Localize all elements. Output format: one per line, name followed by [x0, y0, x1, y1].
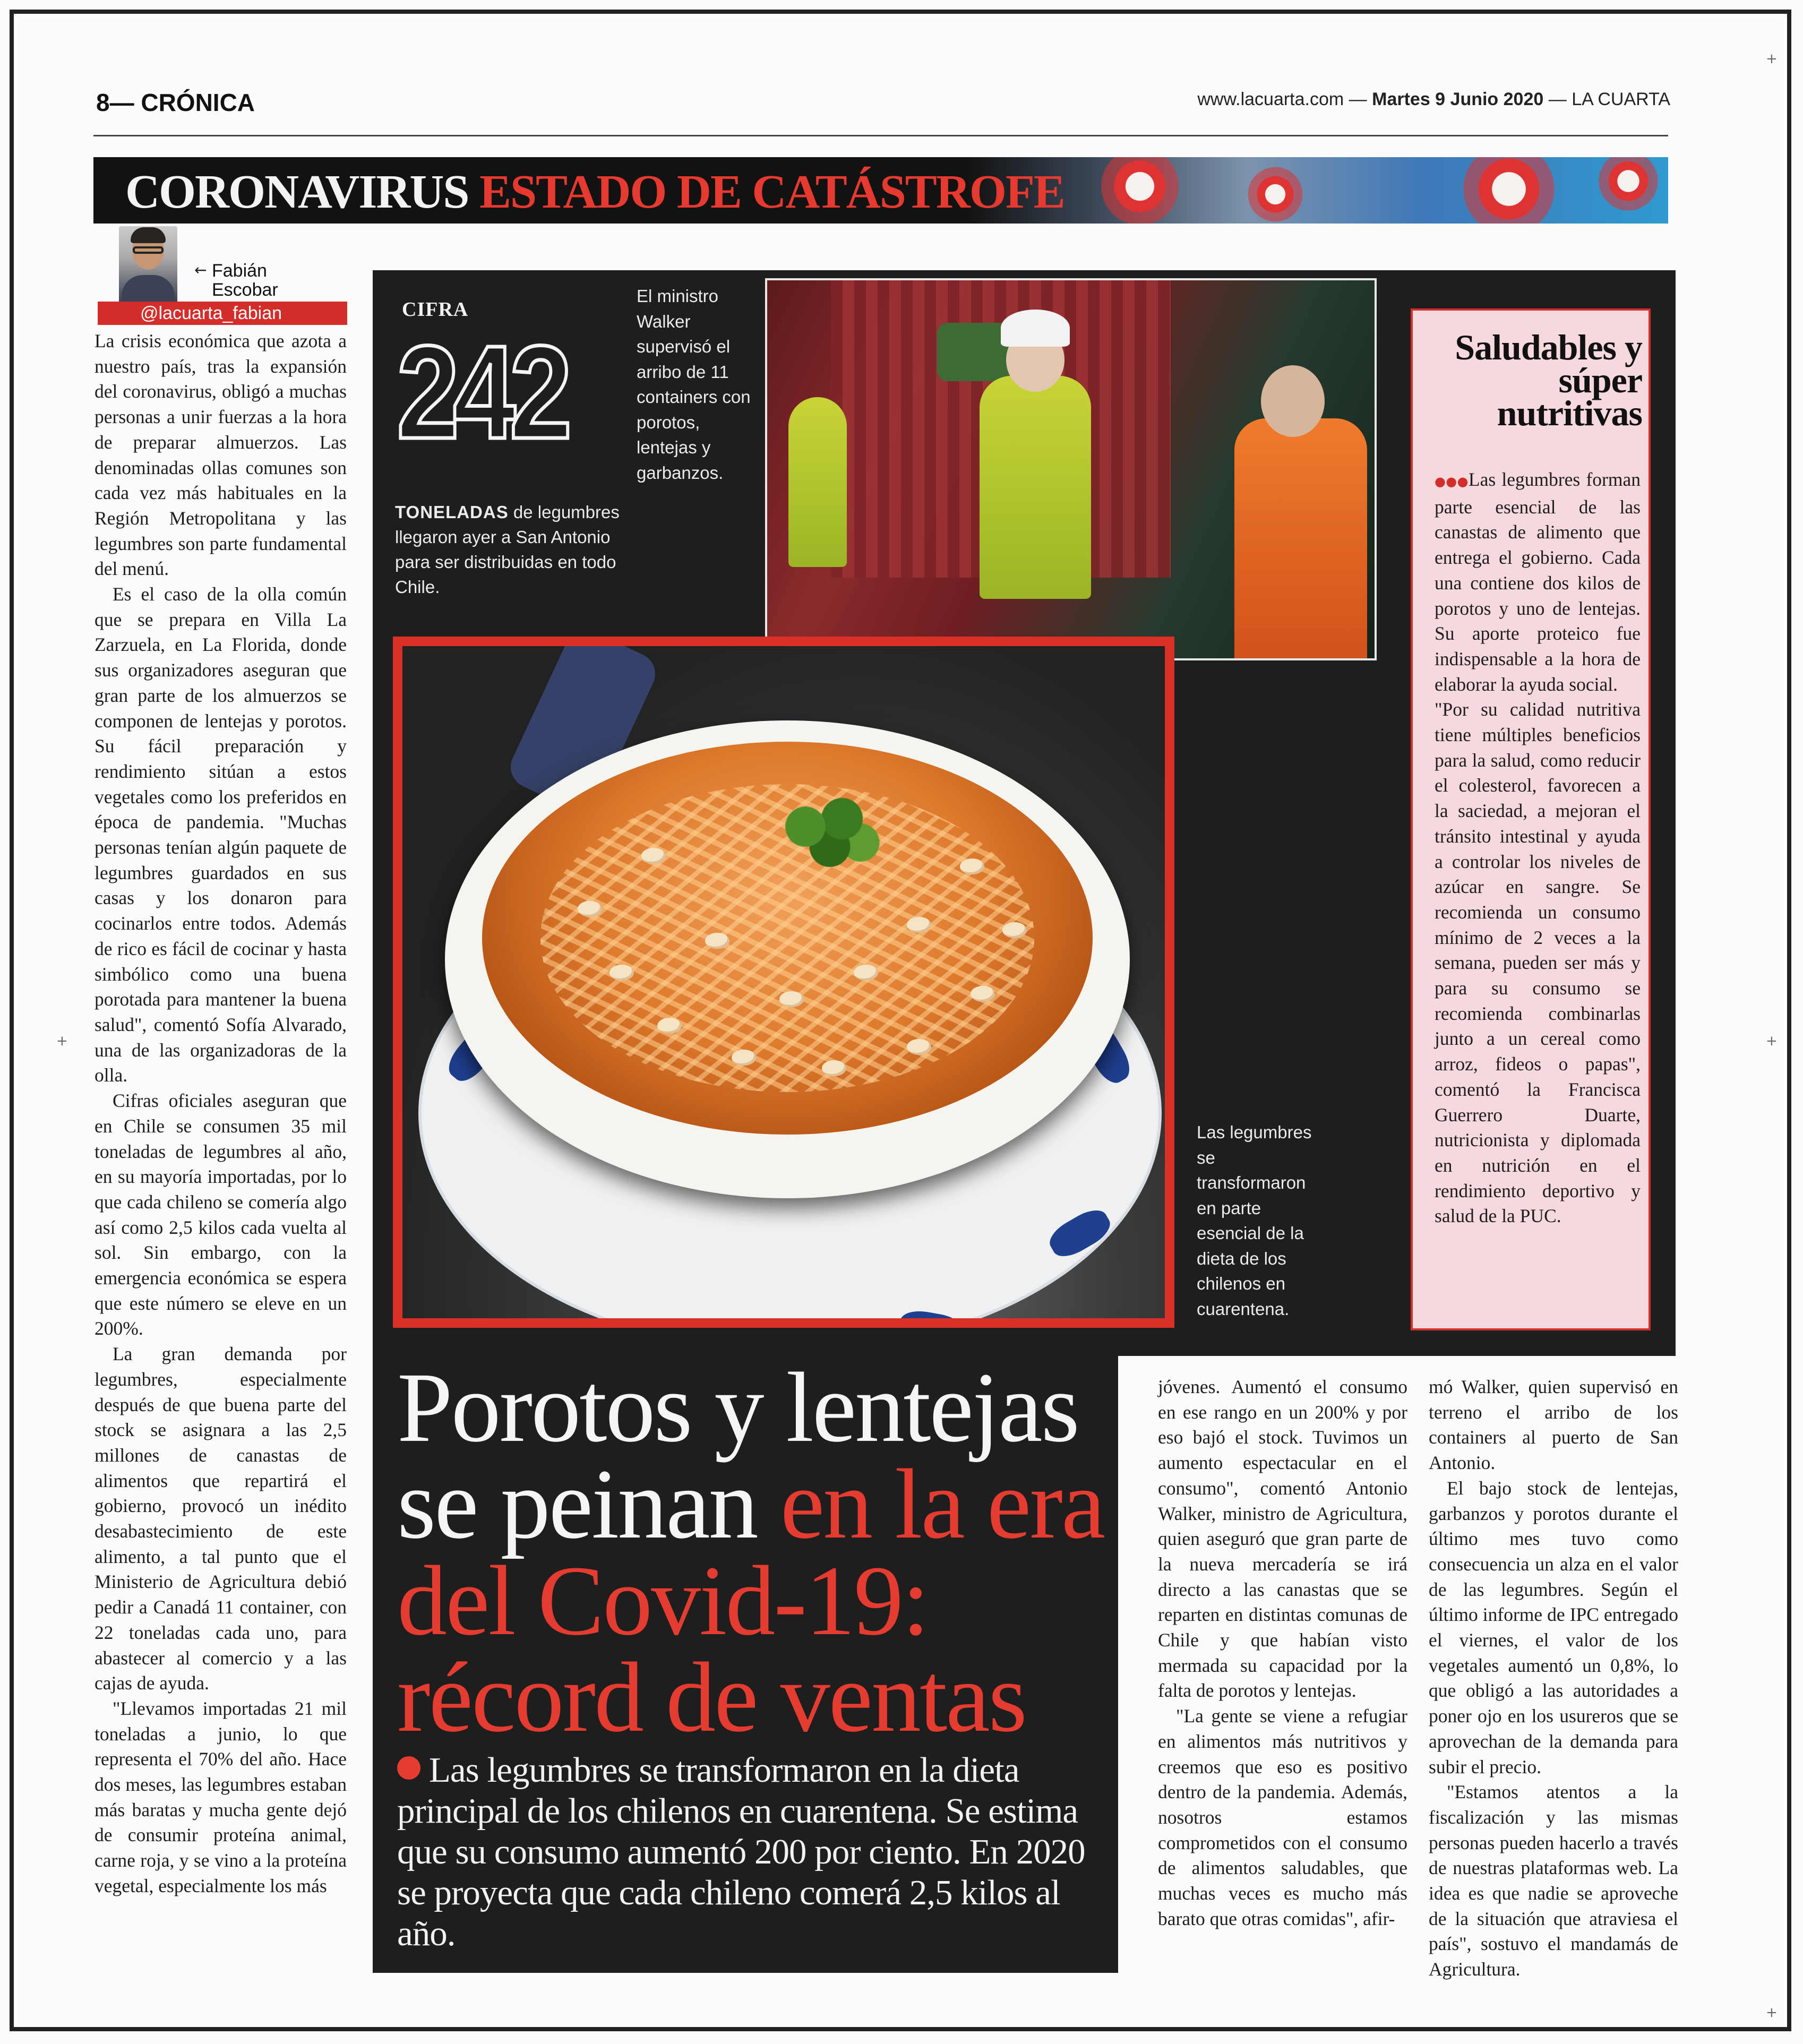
banner-virus-image — [967, 157, 1668, 224]
crop-mark: + — [1766, 1033, 1778, 1049]
body-paragraph: "Estamos atentos a la fiscalización y las mismas personas pueden hacerlo a través de nuestras plataformas web. La idea es que nadie se aproveche de la situación que atraviesa el país", sostuvo el mandamás de Agricultura. — [1429, 1781, 1678, 1980]
cifra-unit: TONELADAS — [395, 502, 509, 522]
main-photo-caption: Las legumbres se transformaron en parte esencial de la dieta de los chilenos en cuarentena. — [1197, 1122, 1312, 1319]
deck-text — [397, 1750, 1109, 1954]
top-photo-caption: El ministro Walker supervisó el arribo de 11 containers con porotos, lentejas y garbanzos. — [637, 286, 751, 483]
body-paragraph: Cifras oficiales aseguran que en Chile se consumen 35 mil toneladas de legumbres al año, en su mayoría importadas, por lo que cada chileno se comería algo así como 2,5 kilos cada vuelta al sol. Sin embargo, con la emergencia económica se espera que este número se eleve en un 200%. — [95, 1090, 347, 1339]
photographer-figure — [788, 397, 847, 567]
section-banner — [93, 157, 1668, 224]
site-url: www.lacuarta.com — — [1197, 89, 1367, 109]
hardhat-icon — [1001, 310, 1070, 347]
nutrition-sidebar — [1411, 308, 1651, 1330]
banner-topic: CORONAVIRUS — [125, 166, 469, 218]
author-last-name: Escobar — [212, 280, 278, 300]
issue-date: Martes 9 Junio 2020 — [1372, 89, 1544, 109]
body-column-3 — [1158, 1375, 1407, 1931]
cifra-text — [395, 500, 629, 599]
cifra-description: de legumbres llegaron ayer a San Antonio para ser distribuidas en todo Chile. — [395, 502, 620, 597]
minister-figure — [980, 376, 1091, 599]
worker-figure — [1234, 418, 1367, 660]
body-paragraph: El bajo stock de lentejas, garbanzos y porotos durante el último mes tuvo como consecuencia un alza en el valor de las legumbres. Según el último informe de IPC entregado el viernes, el valor de los vegetales aumentó un 0,8%, lo que obligó a las autoridades a poner ojo en los usureros que se aprovechan de la demanda para subir el precio. — [1429, 1477, 1678, 1777]
banner-section: ESTADO DE CATÁSTROFE — [479, 166, 1064, 218]
virus-icon — [1243, 162, 1307, 224]
soup-bowl — [445, 720, 1130, 1198]
sidebar-body — [1435, 467, 1641, 1229]
crop-mark: + — [1766, 2005, 1778, 2021]
body-paragraph: "Llevamos importadas 21 mil toneladas a junio, lo que representa el 70% del año. Hace dos meses, las legumbres estaban más baratas y mucha gente dejó de consumir proteína animal, carne roja, y se vino a la proteína vegetal, especialmente los más — [95, 1697, 347, 1896]
arrow-left-icon: ← — [194, 261, 207, 279]
bullet-dots-icon: ●●● — [1435, 474, 1469, 489]
byline — [98, 226, 347, 325]
sidebar-paragraph — [1435, 467, 1641, 697]
headline-white: Porotos y lentejas se peinan — [397, 1352, 1078, 1559]
body-paragraph: Es el caso de la olla común que se prepara en Villa La Zarzuela, en La Florida, donde sus organizadores aseguran que gran parte de los almuerzos se componen de lentejas y porotos. Su fácil preparación y rendimiento sitúan a estos vegetales como los preferidos en época de pandemia. "Muchas personas tenían algún paquete de legumbres guardados en sus casas y los donaron para cocinarlos entre todos. Además de rico es fácil de cocinar y hasta simbólico como una buena porotada para mantener la buena salud", comentó Sofía Alvarado, una de las organizadoras de la olla. — [95, 583, 347, 1086]
author-name — [212, 261, 278, 299]
crop-mark: + — [56, 1033, 68, 1049]
headline-red: en la era del Covid-19: récord de ventas — [397, 1448, 1104, 1753]
folio-header — [1197, 89, 1670, 110]
headline — [397, 1352, 1109, 1753]
cilantro-garnish — [769, 795, 891, 874]
newspaper-page — [10, 10, 1791, 2031]
body-paragraph: La gran demanda por legumbres, especialmente después de que buena parte del stock se asignara a las 2,5 millones de canastas de alimentos que repartirá el gobierno, provocó un inédito desabastecimiento de este alimento, a tal punto que el Ministerio de Agricultura debió pedir a Canadá 11 container, con 22 toneladas cada uno, para abastecer al comercio y a las cajas de ayuda. — [95, 1343, 347, 1694]
banner-title — [125, 165, 1064, 219]
body-paragraph: jóvenes. Aumentó el consumo en ese rango en un 200% y por eso bajó el stock. Tuvimos un aumento espectacular en el consumo", comentó Antonio Walker, ministro de Agricultura, quien aseguró que gran parte de la nueva mercadería se irá directo a las canastas que se reparten en distintas comunas de Chile y que habían visto mermada su capacidad por la falta de porotos y lentejas. — [1158, 1376, 1407, 1702]
body-paragraph: La crisis económica que azota a nuestro país, tras la expansión del coronavirus, obligó a muchas personas a unir fuerzas a la hora de preparar almuerzos. Las denominadas ollas comunes son cada vez más habituales en la Región Metropolitana y las legumbres son parte fundamental del menú. — [95, 330, 347, 580]
virus-icon — [1095, 157, 1185, 224]
red-dot-icon — [397, 1756, 420, 1780]
virus-icon — [1456, 157, 1562, 224]
author-avatar — [119, 226, 177, 306]
page-section-label: 8— CRÓNICA — [96, 89, 255, 116]
body-paragraph: mó Walker, quien supervisó en terreno el arribo de los containers al puerto de San Antonio. — [1429, 1376, 1678, 1474]
body-column-1 — [95, 329, 347, 1899]
author-first-name: Fabián — [212, 261, 267, 281]
headline-box — [373, 1352, 1118, 1973]
virus-icon — [1594, 157, 1663, 216]
sidebar-text: Las legumbres forman parte esencial de las canastas de alimento que entrega el gobierno. Cada una contiene dos kilos de porotos y uno de lentejas. Su aporte proteico fue indispensable a la hora de elaborar la ayuda social. — [1435, 469, 1641, 695]
author-handle: @lacuarta_fabian — [98, 302, 347, 325]
sidebar-title: Saludables y súper nutritivas — [1455, 327, 1642, 433]
paper-name: LA CUARTA — [1572, 89, 1670, 109]
cifra-label: CIFRA — [402, 298, 469, 321]
containers-photo — [765, 278, 1377, 660]
sidebar-paragraph: "Por su calidad nutritiva tiene múltiples beneficios para la salud, como reducir el colesterol, favorecen a la saciedad, a mejoran el tránsito intestinal y ayuda a controlar los niveles de azúcar en sangre. Se recomienda un consumo mínimo de 2 veces a la semana, pueden ser más y para su consumo se recomienda combinarlas junto a un cereal como arroz, fideos o papas", comentó la Francisca Guerrero Duarte, nutricionista y diplomada en nutrición en el rendimiento deportivo y salud de la PUC. — [1435, 699, 1641, 1227]
body-paragraph: "La gente se viene a refugiar en alimentos más nutritivos y creemos que eso es positivo dentro de la pandemia. Además, nosotros estamos comprometidos con el consumo de alimentos saludables, que muchas veces es mucho más barato que otras comidas", afir- — [1158, 1705, 1407, 1929]
crop-mark: + — [1766, 51, 1778, 67]
porotos-dish-photo — [393, 637, 1174, 1328]
body-column-4 — [1429, 1375, 1678, 1982]
cifra-number: 242 — [397, 318, 566, 466]
header-rule — [93, 135, 1668, 136]
deck-body: Las legumbres se transformaron en la dieta principal de los chilenos en cuarentena. Se estima que su consumo aumentó 200 por ciento. En 2020 se proyecta que cada chileno comerá 2,5 kilos al año. — [397, 1750, 1085, 1953]
folio-separator: — — [1548, 89, 1567, 109]
